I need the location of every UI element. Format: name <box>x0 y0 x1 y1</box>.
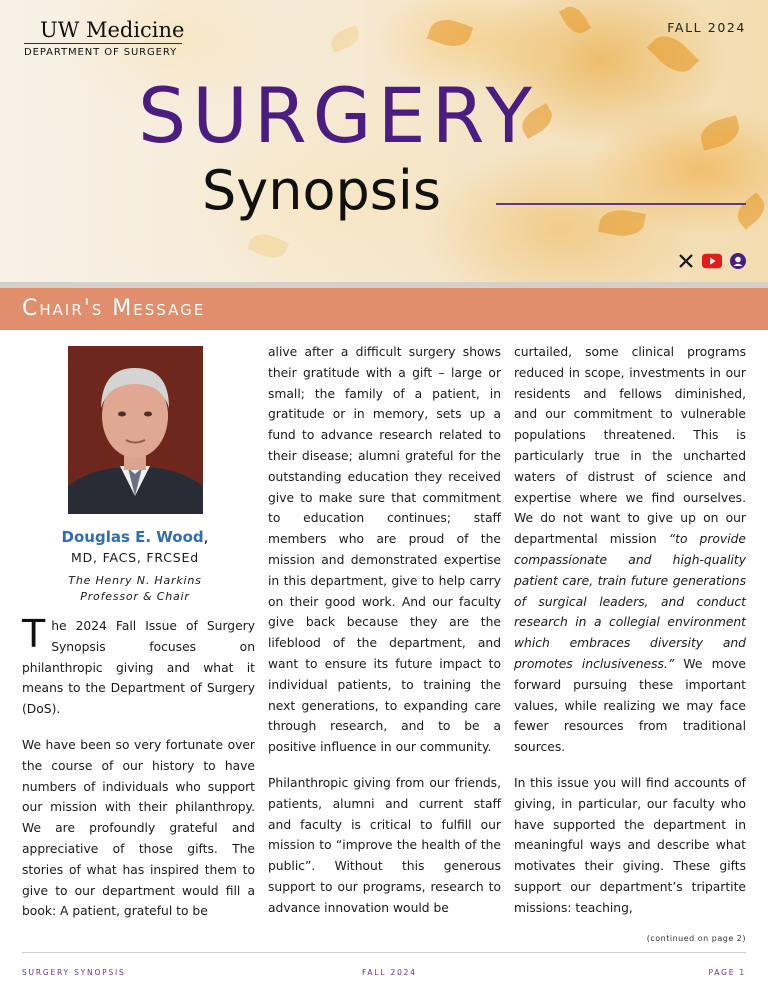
article-column-3 <box>514 342 746 934</box>
leaf-decoration <box>697 115 742 150</box>
paragraph: Philanthropic giving from our friends, patients, alumni and current staff and faculty is critical to fulfill our mission to “improve the health of the public”. Without this generous support to our programs, research to advance innovation would be <box>268 775 501 915</box>
leaf-decoration <box>328 25 362 52</box>
x-icon[interactable] <box>676 251 696 271</box>
youtube-icon[interactable] <box>702 251 722 271</box>
mission-quote: “to provide compassionate and high-quality patient care, train future generations of surgical leaders, and conduct research in a collegial environment which embraces diversity and promotes inclusiveness.” <box>514 532 746 671</box>
paragraph <box>22 612 255 720</box>
author-credentials: MD, FACS, FRCSEd <box>71 550 199 565</box>
department-label: DEPARTMENT OF SURGERY <box>24 47 178 58</box>
author-role-line: Professor & Chair <box>80 590 190 603</box>
article-column-1 <box>22 612 255 937</box>
paragraph-text: he 2024 Fall Issue of Surgery Synopsis focuses on philanthropic giving and what it means to the Department of Surgery (DoS). <box>22 619 255 717</box>
author-name-comma: , <box>203 528 209 546</box>
newsletter-title: SURGERY <box>138 71 538 160</box>
paragraph: In this issue you will find accounts of giving, in particular, our faculty who have supported the department in meaningful ways and describe what motivates their giving. These gifts support our department’s tripartite missions: teaching, <box>514 775 746 915</box>
paragraph-text: We move forward pursuing these important values, while realizing we may face fewer resources from traditional sources. <box>514 656 746 755</box>
section-banner <box>0 288 768 330</box>
paragraph: alive after a difficult surgery shows their gratitude with a gift – large or small; the family of a patient, in gratitude or in memory, sets up a fund to advance research related to their disease; alumni grateful for the outstanding education they received give to make sure that commitment to education continues; staff members who are proud of the mission and demonstrated expertise in this department, give to help carry on their good work. And our faculty give back because they are the lifeblood of the department, and want to ensure its future impact to individual patients, to training the next generations, to expanding care through research, and to be a positive influence in our community. <box>268 345 501 755</box>
profile-icon[interactable] <box>728 251 748 271</box>
footer-publication: SURGERY SYNOPSIS <box>22 968 126 977</box>
newsletter-subtitle: Synopsis <box>202 159 442 222</box>
footer-rule <box>22 952 746 953</box>
leaf-decoration <box>598 206 646 239</box>
author-name <box>0 528 270 546</box>
paragraph <box>514 342 746 758</box>
leaf-decoration <box>647 28 699 80</box>
author-photo <box>68 346 203 514</box>
leaf-decoration <box>247 228 289 263</box>
social-links <box>676 251 748 271</box>
issue-label: FALL 2024 <box>667 20 746 35</box>
leaf-decoration <box>427 14 473 52</box>
continued-note: (continued on page 2) <box>646 934 746 943</box>
section-title: Chair's Message <box>22 296 206 321</box>
paragraph: We have been so very fortunate over the course of our history to have numbers of individuals who support our mission with their philanthropy. We are profoundly grateful and appreciative of those gifts. The stories of what has inspired them to give to our department would fill a book: A patient, grateful to be <box>22 737 255 919</box>
masthead <box>0 0 768 282</box>
author-name-text: Douglas E. Wood <box>61 528 204 546</box>
footer-page-number: PAGE 1 <box>708 968 746 977</box>
paragraph-text: curtailed, some clinical programs reduced in scope, investments in our residents and fellows diminished, and our commitment to vulnerable populations threatened. This is particularly true in the uncharted waters of distrust of science and expertise where we find ourselves. We do not want to give up on our departmental mission <box>514 345 746 547</box>
leaf-decoration <box>559 2 591 38</box>
logo-divider <box>24 43 182 44</box>
drop-cap: T <box>22 612 46 656</box>
article-column-2 <box>268 342 501 934</box>
leaf-decoration <box>732 192 768 229</box>
logo-wordmark: UW Medicine <box>40 18 185 42</box>
author-role-line: The Henry N. Harkins <box>68 574 202 587</box>
footer-issue: FALL 2024 <box>362 968 417 977</box>
title-rule <box>496 203 746 205</box>
author-role <box>0 573 270 605</box>
